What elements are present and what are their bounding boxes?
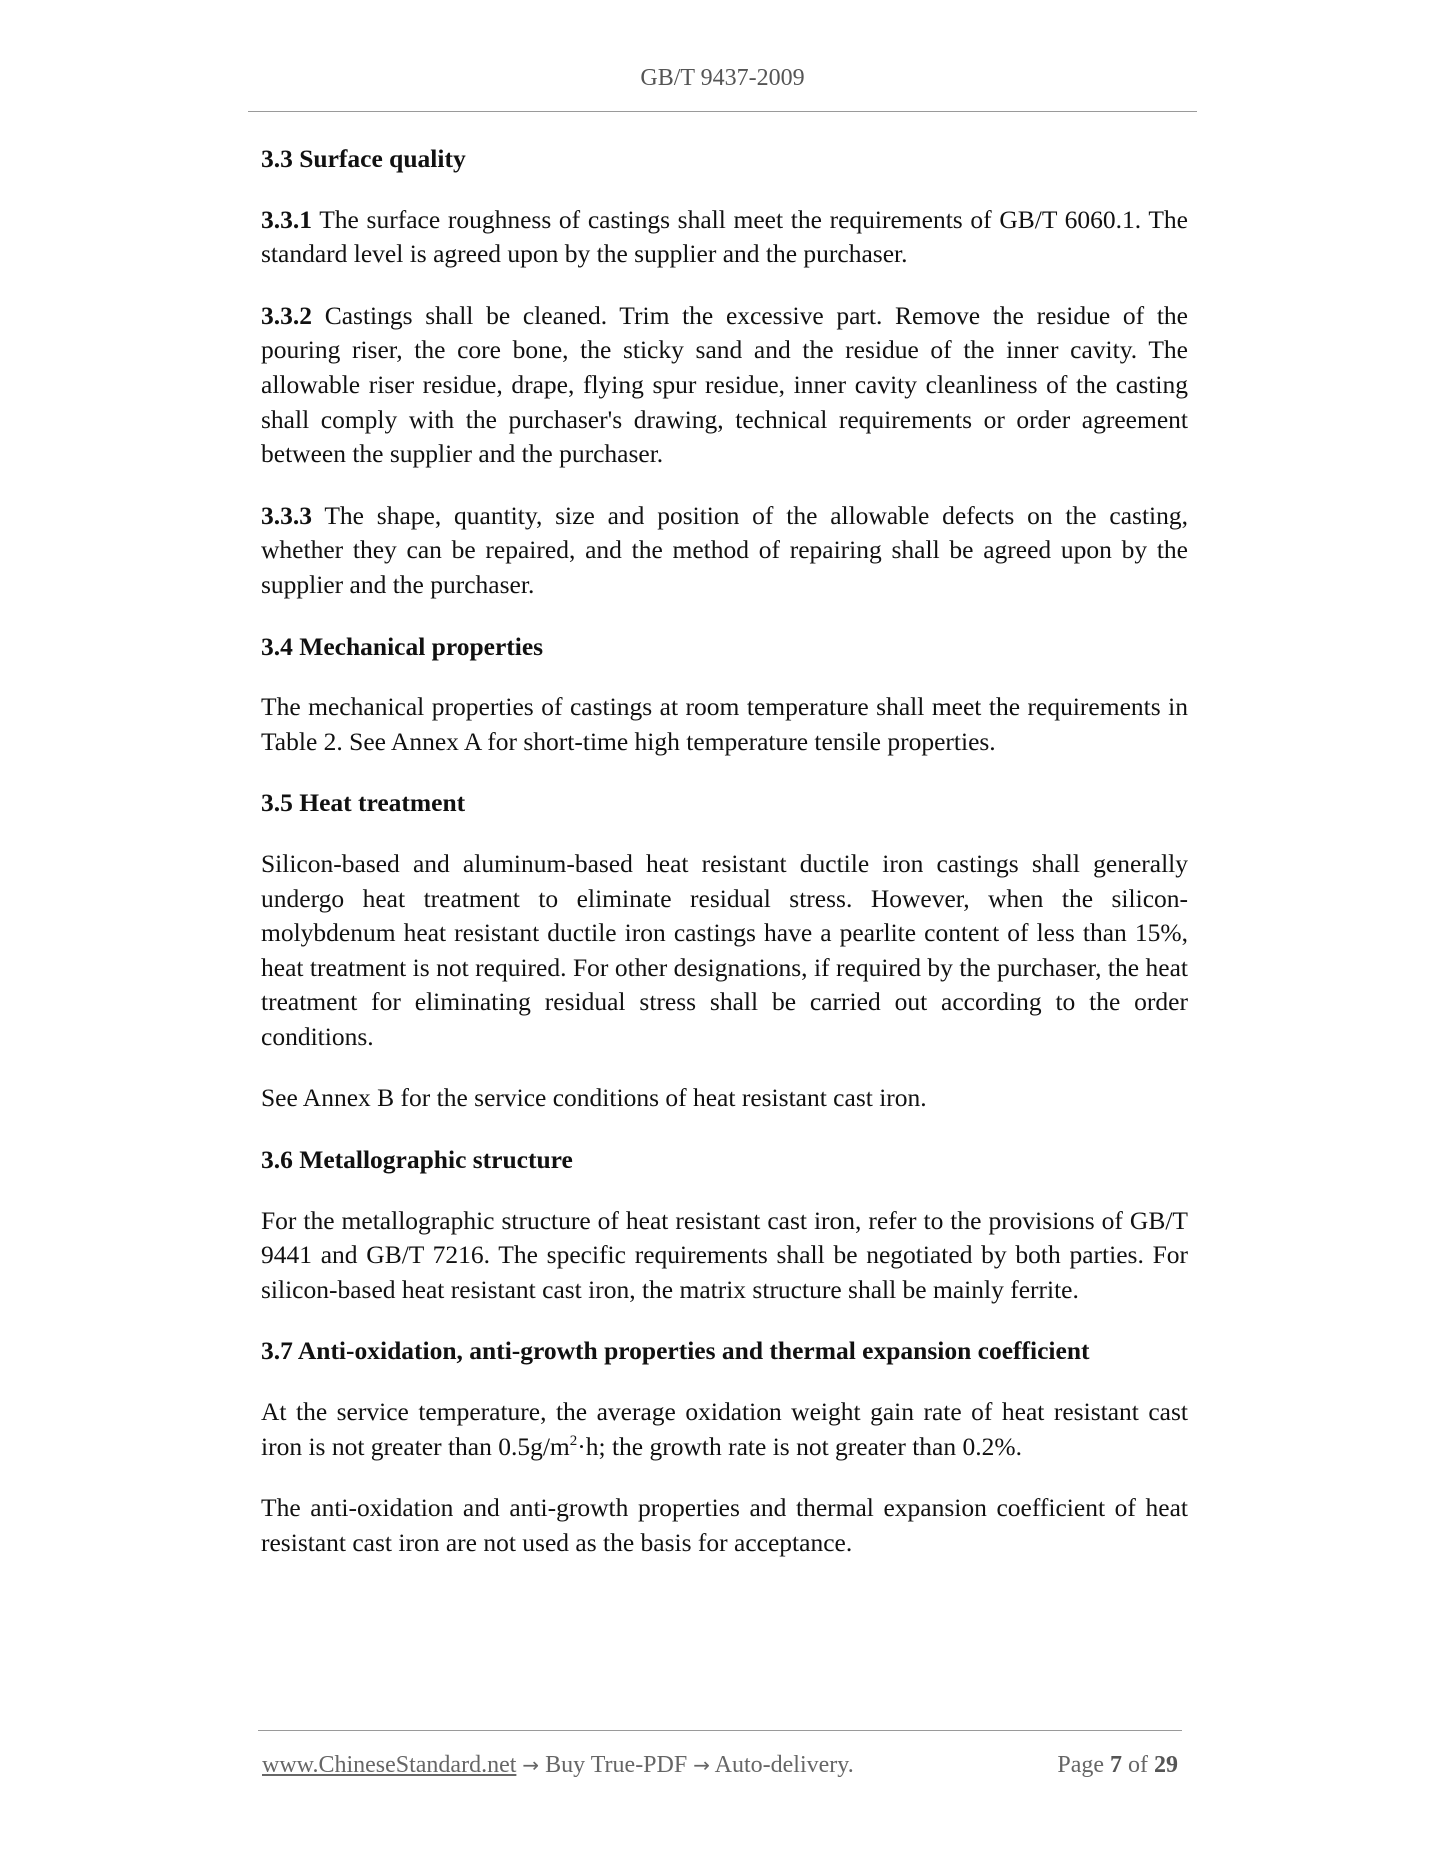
document-body	[261, 142, 1188, 1587]
paragraph: See Annex B for the service conditions of heat resistant cast iron.	[261, 1083, 927, 1113]
footer-delivery-text: Auto-delivery.	[709, 1752, 854, 1778]
clause-text: Castings shall be cleaned. Trim the excessive part. Remove the residue of the pouring riser, the core bone, the sticky sand and the residue of the inner cavity. The allowable riser residue, drape, flying spur residue, inner cavity cleanliness of the casting shall comply with the purchaser's drawing, technical requirements or order agreement between the supplier and the purchaser.	[261, 300, 1188, 469]
page-label: Page	[1057, 1752, 1110, 1778]
clause-3-3-2	[261, 299, 1188, 472]
section-heading-3-7: 3.7 Anti-oxidation, anti-growth properties and thermal expansion coefficient	[261, 1336, 1090, 1366]
paragraph: The mechanical properties of castings at room temperature shall meet the requirements in Table 2. See Annex A for short-time high temperature tensile properties.	[261, 692, 1188, 756]
arrow-right-icon: →	[522, 1753, 540, 1777]
clause-number: 3.3.1	[261, 204, 312, 234]
paragraph: For the metallographic structure of heat resistant cast iron, refer to the provisions of GB/T 9441 and GB/T 7216. The specific requirements shall be negotiated by both parties. For silicon-based heat resistant cast iron, the matrix structure shall be mainly ferrite.	[261, 1205, 1188, 1304]
total-pages: 29	[1154, 1752, 1178, 1778]
text-run: At the service temperature, the average oxidation weight gain rate of heat resistant cast iron is not greater than 0.5g/m	[261, 1397, 1188, 1461]
page-footer	[262, 1750, 1182, 1780]
current-page: 7	[1110, 1752, 1122, 1778]
arrow-right-icon: →	[693, 1753, 710, 1777]
section-heading-3-6: 3.6 Metallographic structure	[261, 1145, 573, 1175]
paragraph: Silicon-based and aluminum-based heat resistant ductile iron castings shall generally undergo heat treatment to eliminate residual stress. However, when the silicon-molybdenum heat resistant ductile iron castings have a pearlite content of less than 15%, heat treatment is not required. For other designations, if required by the purchaser, the heat treatment for eliminating residual stress shall be carried out according to the order conditions.	[261, 848, 1188, 1051]
clause-3-3-3	[261, 499, 1188, 603]
of-label: of	[1122, 1752, 1154, 1778]
clause-number: 3.3.3	[261, 500, 312, 530]
footer-promo	[262, 1750, 854, 1780]
clause-text: The surface roughness of castings shall meet the requirements of GB/T 6060.1. The standard level is agreed upon by the supplier and the purchaser.	[261, 204, 1188, 269]
page-header: GB/T 9437-2009	[640, 65, 805, 91]
website-link[interactable]: www.ChineseStandard.net	[262, 1752, 517, 1778]
section-heading-3-3: 3.3 Surface quality	[261, 144, 466, 173]
text-run: ·h; the growth rate is not greater than 0.2%.	[577, 1431, 1022, 1461]
paragraph	[261, 1395, 1188, 1464]
paragraph: The anti-oxidation and anti-growth properties and thermal expansion coefficient of heat resistant cast iron are not used as the basis for acceptance.	[261, 1493, 1188, 1557]
footer-buy-text: Buy True-PDF	[539, 1752, 694, 1778]
superscript: 2	[569, 1432, 578, 1449]
section-heading-3-4: 3.4 Mechanical properties	[261, 631, 544, 661]
footer-divider	[258, 1730, 1182, 1731]
header-divider	[248, 111, 1197, 112]
section-heading-3-5: 3.5 Heat treatment	[261, 788, 466, 818]
page-number	[1057, 1750, 1178, 1780]
clause-text: The shape, quantity, size and position of the allowable defects on the casting, whether they can be repaired, and the method of repairing shall be agreed upon by the supplier and the purchaser.	[261, 500, 1188, 599]
clause-number: 3.3.2	[261, 300, 312, 330]
clause-3-3-1	[261, 203, 1188, 272]
